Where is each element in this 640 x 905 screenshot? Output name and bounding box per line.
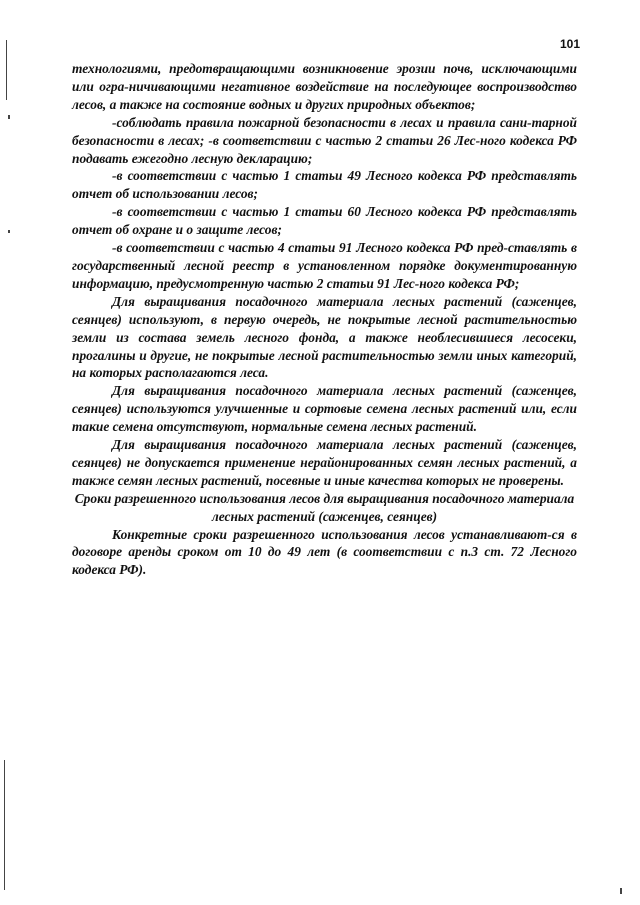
- scan-mark: [8, 230, 10, 233]
- scan-mark: [8, 115, 10, 119]
- page-number: 101: [560, 37, 581, 51]
- paragraph-3: -в соответствии с частью 1 статьи 49 Лесного кодекса РФ представлять отчет об использовании лесов;: [72, 168, 577, 202]
- paragraph-8: Для выращивания посадочного материала лесных растений (саженцев, сеянцев) не допускается применение нерайонированных семян лесных растений, а также семян лесных растений, посевные и иные качества которых не проверены.: [72, 437, 577, 488]
- paragraph-7: Для выращивания посадочного материала лесных растений (саженцев, сеянцев) используются улучшенные и сортовые семена лесных растений или, если такие семена отсутствуют, нормальные семена лесных растений.: [72, 383, 577, 435]
- paragraph-6: Для выращивания посадочного материала лесных растений (саженцев, сеянцев) используют, в первую очередь, не покрытые лесной растительностью земли из состава земель лесного фонда, а также необлесившиеся лесосеки, прогалины и другие, не покрытые лесной растительностью земли иных категорий, на которых располагаются леса.: [72, 293, 577, 381]
- paragraph-2: -соблюдать правила пожарной безопасности в лесах и правила сани-тарной безопасности в лесах; -в соответствии с частью 2 статьи 26 Лес-ного кодекса РФ подавать ежегодно лесную декларацию;: [72, 114, 577, 166]
- document-body: [72, 60, 577, 579]
- scan-mark: [620, 888, 622, 894]
- scan-mark: [4, 760, 5, 890]
- section-heading: Сроки разрешенного использования лесов для выращивания посадочного материала лесных растений (саженцев, сеянцев): [74, 490, 575, 524]
- paragraph-4: -в соответствии с частью 1 статьи 60 Лесного кодекса РФ представлять отчет об охране и о защите лесов;: [72, 204, 577, 238]
- scan-mark: [6, 40, 7, 100]
- paragraph-1: технологиями, предотвращающими возникновение эрозии почв, исключающими или огра-ничивающими негативное воздействие на последующее воспроизводство лесов, а также на состояние водных и других природных объектов;: [72, 61, 577, 112]
- paragraph-5: -в соответствии с частью 4 статьи 91 Лесного кодекса РФ пред-ставлять в государственный лесной реестр в установленном порядке документированную информацию, предусмотренную частью 2 статьи 91 Лес-ного кодекса РФ;: [72, 240, 577, 291]
- paragraph-9: Конкретные сроки разрешенного использования лесов устанавливают-ся в договоре аренды сроком от 10 до 49 лет (в соответствии с п.3 ст. 72 Лесного кодекса РФ).: [72, 526, 577, 578]
